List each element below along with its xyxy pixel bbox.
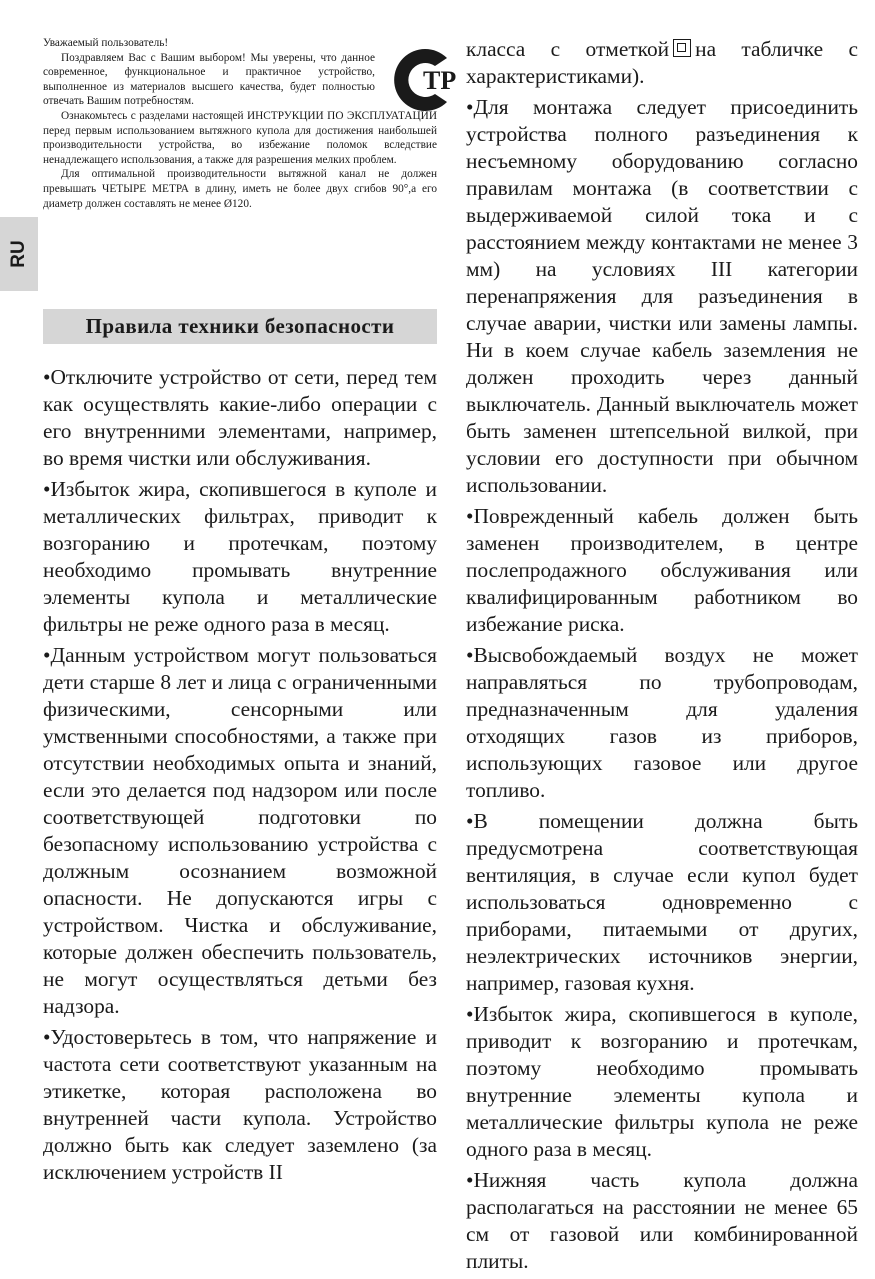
right-safety-list bbox=[466, 36, 858, 1275]
safety-item: •В помещении должна быть предусмотрена соответствующая вентиляция, в случае если купол будет использоваться одновременно с приборами, питаемыми от других, неэлектрических источников энергии, например, газовая кухня. bbox=[466, 809, 858, 995]
continuation-before: класса с отметкой bbox=[466, 37, 670, 61]
intro-paragraph-3: Для оптимальной производительности вытяжной канал не должен превышать ЧЕТЫРЕ МЕТРА в длину, иметь не более двух сгибов 90°,а его диаметр должен составлять не менее Ø120. bbox=[43, 168, 437, 210]
safety-item: •Для монтажа следует присоединить устройства полного разъединения к несъемному оборудованию согласно правилам монтажа (в соответствии с выдерживаемой силой тока и с расстоянием между контактами не менее 3 мм) на условиях III категории перенапряжения для разъединения в случае аварии, чистки или замены лампы. Ни в коем случае кабель заземления не должен проходить через данный выключатель. Данный выключатель может быть заменен штепсельной вилкой, при условии его доступности при обычном использовании. bbox=[466, 95, 858, 497]
section-title: Правила техники безопасности bbox=[43, 309, 437, 344]
safety-item: •Данным устройством могут пользоваться дети старше 8 лет и лица с ограниченными физическими, сенсорными или умственными способностями, а также при отсутствии необходимых опыта и знаний, если это делается под надзором или после соответствующей подготовки по безопасному использованию устройства с должным осознанием возможной опасности. Не допускаются игры с устройством. Чистка и обслуживание, которые должен обеспечить пользователь, не могут осуществляться детьми без надзора. bbox=[43, 643, 437, 1018]
safety-item: •Поврежденный кабель должен быть заменен производителем, в центре послепродажного обслуживания или квалифицированным работником во избежание риска. bbox=[466, 504, 858, 636]
logo-text: ТР bbox=[423, 66, 457, 95]
continuation-after: на табличке с характеристиками). bbox=[466, 37, 858, 88]
safety-item: •Удостоверьтесь в том, что напряжение и частота сети соответствуют указанным на этикетке, которая расположена во внутренней части купола. Устройство должно быть как следует заземлено (за исключением устройств II bbox=[43, 1025, 437, 1184]
safety-item: •Нижняя часть купола должна располагаться на расстоянии не менее 65 см от газовой или комбинированной плиты. bbox=[466, 1168, 858, 1273]
safety-item: •Избыток жира, скопившегося в куполе и металлических фильтрах, приводит к возгоранию и протечкам, поэтому необходимо промывать внутренние элементы купола и металлические фильтры не реже одного раза в месяц. bbox=[43, 477, 437, 636]
intro-text bbox=[43, 36, 437, 211]
right-column bbox=[466, 36, 858, 1279]
class-ii-double-square-icon bbox=[673, 39, 691, 57]
left-safety-list bbox=[43, 364, 437, 1190]
language-tab bbox=[0, 217, 38, 291]
continuation-text bbox=[466, 36, 858, 90]
safety-item: •Высвобождаемый воздух не может направляться по трубопроводам, предназначенным для удаления отходящих газов из приборов, использующих газовое или другое топливо. bbox=[466, 643, 858, 802]
language-code: RU bbox=[8, 240, 29, 268]
eac-certification-logo bbox=[385, 42, 463, 118]
intro-greeting: Уважаемый пользователь! bbox=[43, 37, 169, 49]
safety-item: •Отключите устройство от сети, перед тем как осуществлять какие-либо операции с его внутренними элементами, например, во время чистки или обслуживания. bbox=[43, 365, 437, 470]
intro-paragraph-1: Поздравляем Вас с Вашим выбором! Мы уверены, что данное современное, функциональное и практичное устройство, выполненное из материалов высшего качества, будет полностью отвечать Вашим потребностям. bbox=[43, 51, 375, 108]
safety-item: •Избыток жира, скопившегося в куполе, приводит к возгоранию и протечкам, поэтому необходимо промывать внутренние элементы купола и металлические фильтры купола не реже одного раза в месяц. bbox=[466, 1002, 858, 1161]
intro-paragraph-2: Ознакомьтесь с разделами настоящей ИНСТРУКЦИИ ПО ЭКСПЛУАТАЦИИ перед первым использованием вытяжного купола для достижения наибольшей производительности устройства, во избежание поломок вследствие ненадлежащего использования, а также для разрешения мелких проблем. bbox=[43, 109, 437, 166]
